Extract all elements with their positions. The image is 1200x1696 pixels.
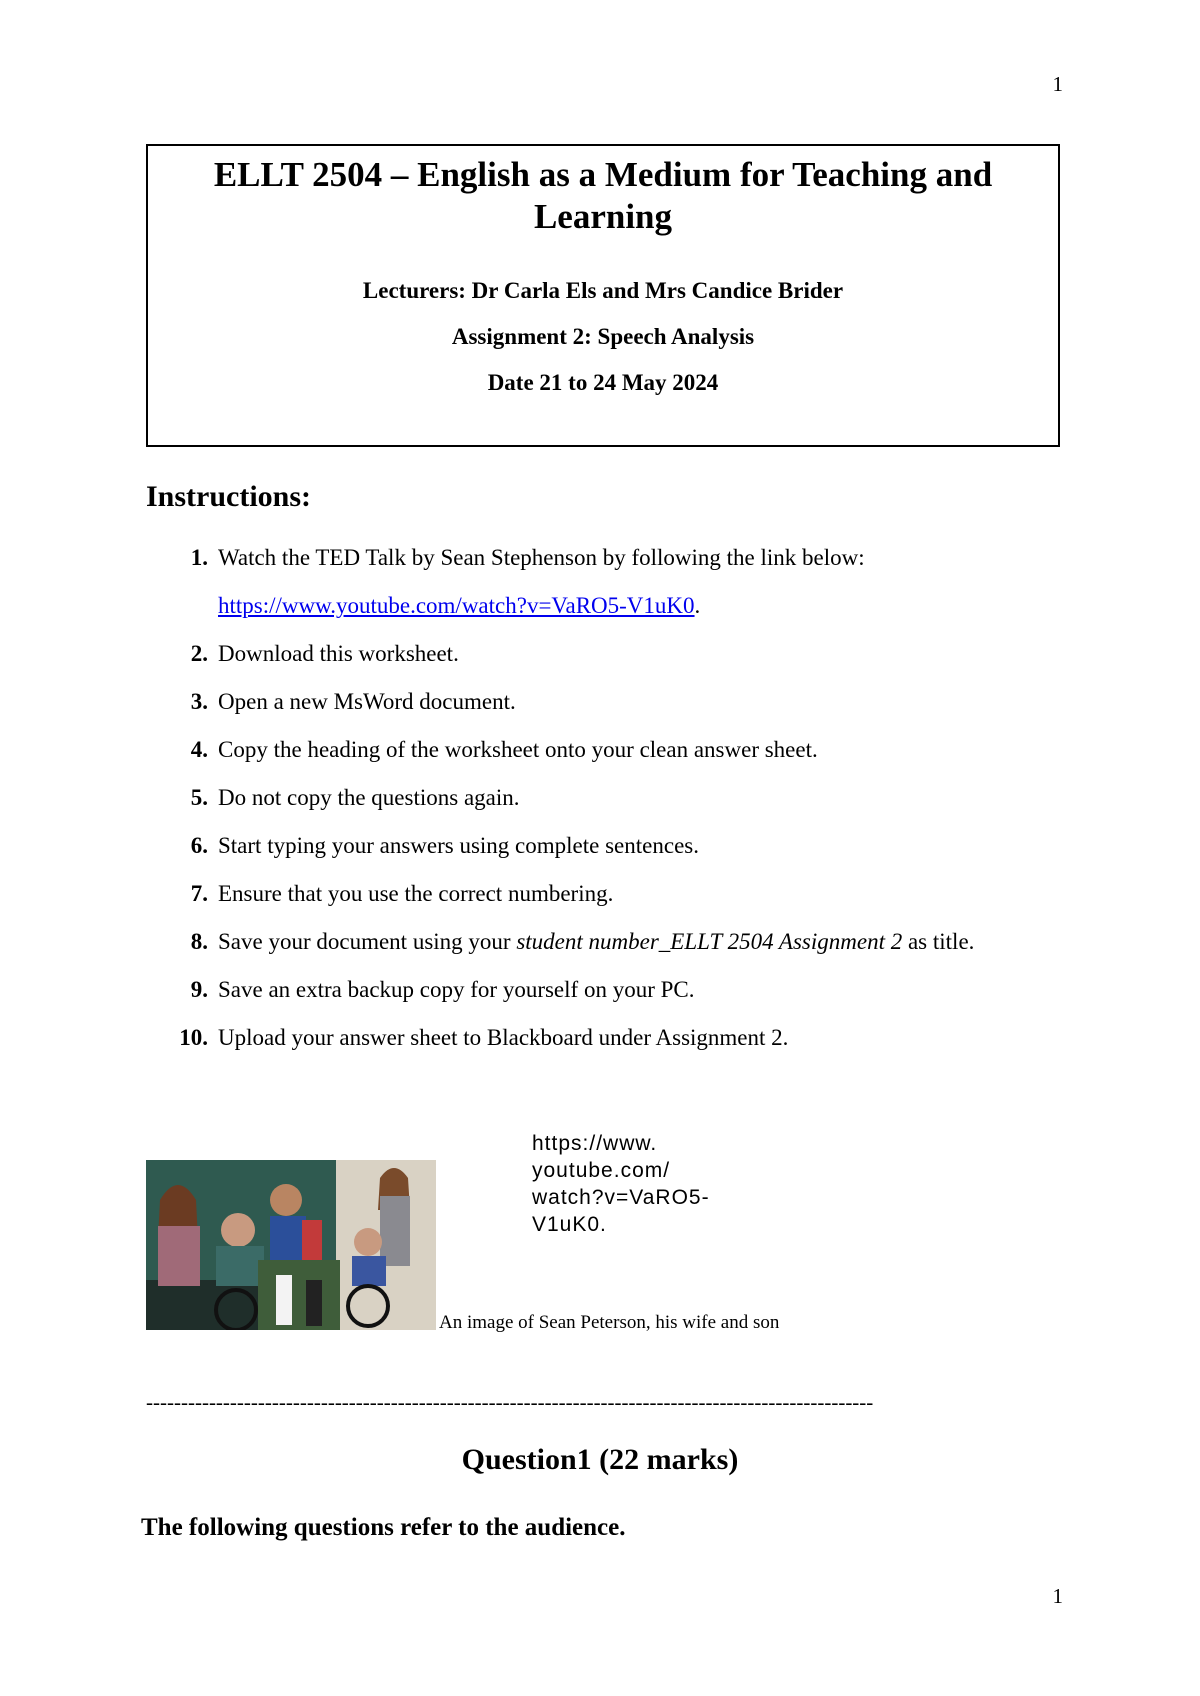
- instructions-list: [146, 534, 1066, 1062]
- youtube-link[interactable]: https://www.youtube.com/watch?v=VaRO5-V1uK0: [218, 593, 695, 618]
- page-number-top: 1: [1052, 72, 1063, 96]
- youtube-url-text: https://www. youtube.com/ watch?v=VaRO5- V1uK0.: [532, 1132, 710, 1236]
- family-photo: [146, 1160, 436, 1330]
- list-item: 6. Start typing your answers using complete sentences.: [190, 833, 699, 858]
- assignment-date: Date 21 to 24 May 2024: [487, 370, 719, 395]
- assignment-title: Assignment 2: Speech Analysis: [451, 324, 755, 349]
- list-item: 7. Ensure that you use the correct numbering.: [190, 881, 614, 906]
- list-item: 4. Copy the heading of the worksheet onto your clean answer sheet.: [190, 737, 818, 762]
- family-photo-illustration: [146, 1160, 436, 1330]
- question-heading: Question1 (22 marks): [461, 1443, 739, 1476]
- course-title: ELLT 2504 – English as a Medium for Teaching and Learning: [213, 155, 993, 236]
- image-caption: An image of Sean Peterson, his wife and son: [439, 1312, 780, 1333]
- lecturers: Lecturers: Dr Carla Els and Mrs Candice Brider: [362, 278, 844, 303]
- list-item: 10. Upload your answer sheet to Blackboard under Assignment 2.: [179, 1025, 789, 1050]
- header-box: [146, 144, 1060, 447]
- question-intro: The following questions refer to the audience.: [141, 1514, 626, 1541]
- list-item: 2. Download this worksheet.: [190, 641, 459, 666]
- page-number-bottom: 1: [1052, 1584, 1063, 1608]
- list-item: 9. Save an extra backup copy for yourself on your PC.: [190, 977, 695, 1002]
- list-item: 3. Open a new MsWord document.: [190, 689, 516, 714]
- section-divider: --------------------------------------------------------------------------------------------------------: [146, 1390, 874, 1414]
- list-item: 8. Save your document using your student number_ELLT 2504 Assignment 2 as title.: [190, 929, 975, 954]
- instructions-heading: Instructions:: [146, 480, 312, 513]
- list-item: 1. Watch the TED Talk by Sean Stephenson by following the link below: https://www.youtube.com/watch?v=VaRO5-V1uK0.: [190, 545, 865, 618]
- list-item: 5. Do not copy the questions again.: [190, 785, 520, 810]
